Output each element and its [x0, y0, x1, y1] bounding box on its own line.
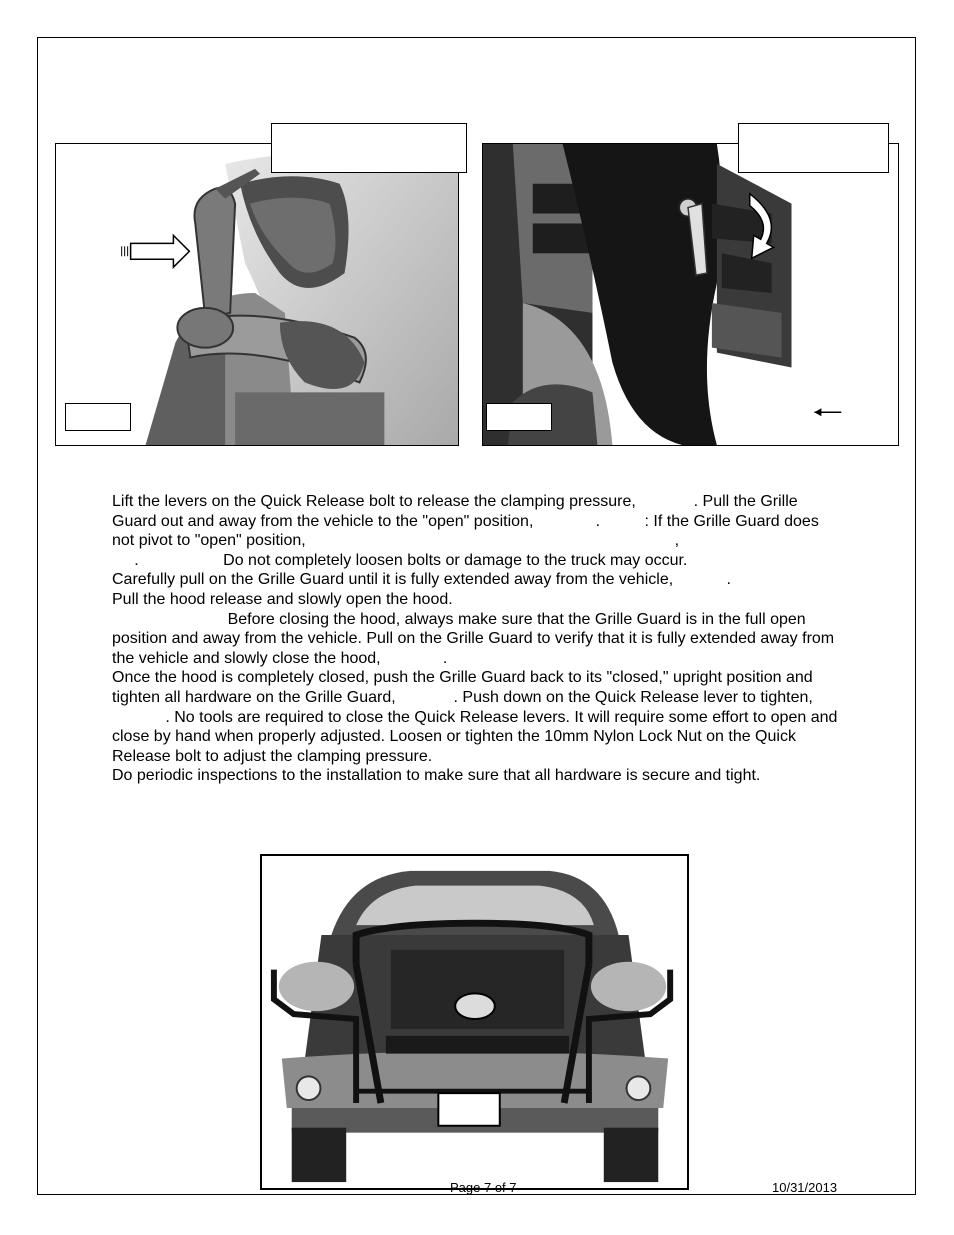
instruction-line: Guard out and away from the vehicle to the "open" position, . : If the Grille Guard does	[112, 512, 819, 530]
instruction-line: Pull the hood release and slowly open the hood.	[112, 590, 453, 608]
photo-truck-front	[260, 854, 689, 1190]
instruction-line: position and away from the vehicle. Pull on the Grille Guard to verify that it is fully extended away from	[112, 630, 835, 648]
instruction-line: Release bolt to adjust the clamping pressure.	[112, 747, 433, 765]
revision-date: 10/31/2013	[772, 1180, 838, 1195]
photo-quick-release	[482, 143, 899, 446]
page-number: Page 7 of 7	[450, 1180, 517, 1195]
figure-tag-box-left	[65, 403, 131, 431]
instruction-line: the vehicle and slowly close the hood, .	[112, 649, 448, 667]
instruction-line: not pivot to "open" position, ,	[112, 532, 680, 550]
instruction-line: Do periodic inspections to the installation to make sure that all hardware is secure and tight.	[112, 767, 761, 785]
instruction-line: Lift the levers on the Quick Release bolt to release the clamping pressure, . Pull the Grille	[112, 493, 798, 510]
instruction-line: . Do not completely loosen bolts or damage to the truck may occur.	[112, 551, 688, 569]
instruction-line: Carefully pull on the Grille Guard until it is fully extended away from the vehicle, .	[112, 571, 731, 589]
instruction-line: Before closing the hood, always make sure that the Grille Guard is in the full open	[112, 610, 806, 628]
callout-box-top-right	[738, 123, 889, 173]
figure-tag-box-right	[486, 403, 552, 431]
photo-guard-open	[55, 143, 459, 446]
callout-box-top-left	[271, 123, 467, 173]
instructions-text	[112, 492, 902, 786]
instruction-line: tighten all hardware on the Grille Guard, . Push down on the Quick Release lever to tighten,	[112, 688, 813, 706]
instruction-line: close by hand when properly adjusted. Loosen or tighten the 10mm Nylon Lock Nut on the Quick	[112, 728, 796, 746]
instruction-line: Once the hood is completely closed, push the Grille Guard back to its "closed," upright position and	[112, 669, 813, 687]
instruction-line: . No tools are required to close the Quick Release levers. It will require some effort to open and	[112, 708, 838, 726]
